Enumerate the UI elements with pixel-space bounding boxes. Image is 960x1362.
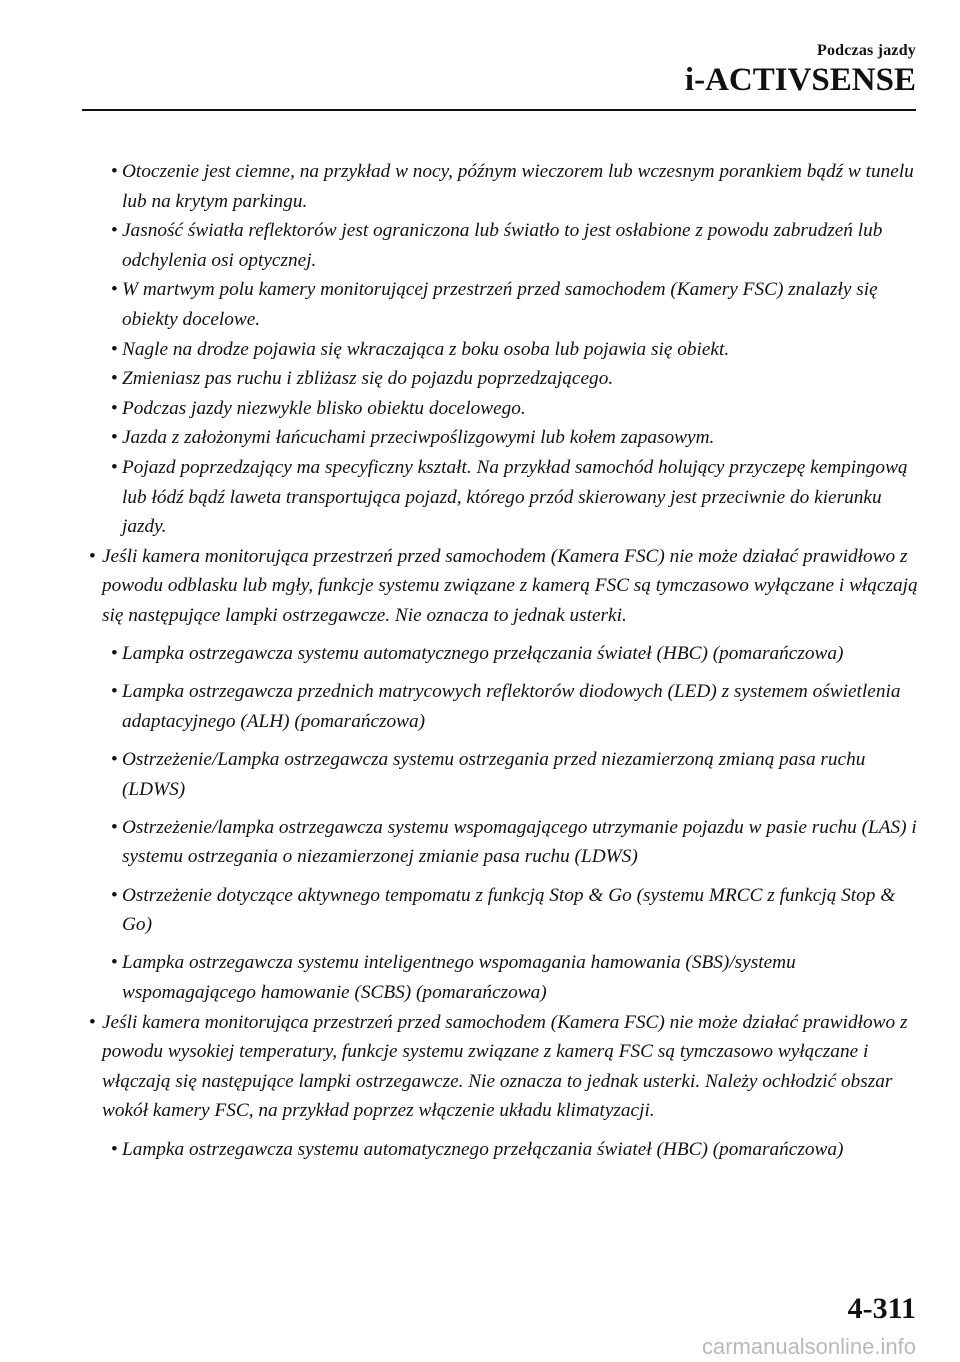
bullet-icon: • [111,643,118,665]
item-text: Podczas jazdy niezwykle blisko obiektu docelowego. [122,397,526,419]
sub-bullet-item [0,157,960,216]
bullet-icon: • [111,397,118,419]
sub-bullet-item [0,813,960,872]
section-name: Podczas jazdy [816,42,916,59]
bullet-icon: • [111,681,118,703]
item-text: Nagle na drodze pojawia się wkraczająca z boku osoba lub pojawia się obiekt. [122,338,730,360]
bullet-icon: • [89,545,96,567]
bullet-icon: • [111,952,118,974]
bullet-icon: • [111,884,118,906]
bullet-icon: • [89,1011,96,1033]
item-text: Zmieniasz pas ruchu i zbliżasz się do pojazdu poprzedzającego. [122,368,614,390]
item-text: Lampka ostrzegawcza systemu automatycznego przełączania świateł (HBC) (pomarańczowa) [122,1138,844,1160]
sub-bullet-item [0,1135,960,1165]
bullet-icon: • [111,368,118,390]
sub-bullet-item [0,677,960,736]
sub-bullet-item [0,216,960,275]
item-text: Otoczenie jest ciemne, na przykład w nocy, późnym wieczorem lub wczesnym porankiem bądź w tunelu lub na krytym parkingu. [122,161,914,212]
item-text: W martwym polu kamery monitorującej przestrzeń przed samochodem (Kamery FSC) znalazły się obiekty docelowe. [122,279,878,330]
sub-bullet-item [0,423,960,453]
sub-bullet-item [0,394,960,424]
item-text: Ostrzeżenie dotyczące aktywnego tempomatu z funkcją Stop & Go (systemu MRCC z funkcją Stop & Go) [122,884,896,936]
page-number: 4-311 [847,1292,916,1325]
bullet-icon: • [111,456,118,478]
item-text: Jeśli kamera monitorująca przestrzeń przed samochodem (Kamera FSC) nie może działać prawidłowo z powodu odblasku lub mgły, funkcje systemu związane z kamerą FSC są tymczasowo wyłączane i włączają się następujące lampki ostrzegawcze. Nie oznacza to jednak usterki. [102,545,918,626]
sub-bullet-item [0,639,960,669]
sub-bullet-item [0,881,960,940]
bullet-icon: • [111,220,118,242]
item-text: Lampka ostrzegawcza systemu automatycznego przełączania świateł (HBC) (pomarańczowa) [122,643,844,665]
bullet-icon: • [111,749,118,771]
item-text: Lampka ostrzegawcza przednich matrycowych reflektorów diodowych (LED) z systemem oświetlenia adaptacyjnego (ALH) (pomarańczowa) [122,681,901,732]
sub-bullet-item [0,453,960,542]
document-body [0,157,960,1164]
sub-bullet-item [0,948,960,1007]
bullet-item [0,542,960,631]
bullet-icon: • [111,816,118,838]
bullet-icon: • [111,279,118,301]
sub-bullet-item [0,335,960,365]
item-text: Pojazd poprzedzający ma specyficzny kształt. Na przykład samochód holujący przyczepę kempingową lub łódź bądź laweta transportująca pojazd, którego przód skierowany jest przeciwnie do kierunku jazdy. [122,456,908,538]
sub-bullet-item [0,364,960,394]
item-text: Jasność światła reflektorów jest ograniczona lub światło to jest osłabione z powodu zabrudzeń lub odchylenia osi optycznej. [122,220,883,271]
watermark: carmanualsonline.info [701,1334,916,1359]
page-header [685,42,916,98]
item-text: Jeśli kamera monitorująca przestrzeń przed samochodem (Kamera FSC) nie może działać prawidłowo z powodu wysokiej temperatury, funkcje systemu związane z kamerą FSC są tymczasowo wyłączane i włączają się następujące lampki ostrzegawcze. Nie oznacza to jednak usterki. Należy ochłodzić obszar wokół kamery FSC, na przykład poprzez włączenie układu klimatyzacji. [102,1011,908,1122]
item-text: Jazda z założonymi łańcuchami przeciwpoślizgowymi lub kołem zapasowym. [122,427,715,449]
sub-bullet-item [0,275,960,334]
item-text: Ostrzeżenie/Lampka ostrzegawcza systemu ostrzegania przed niezamierzoną zmianą pasa ruchu (LDWS) [122,749,866,800]
bullet-icon: • [111,427,118,449]
bullet-icon: • [111,1138,118,1160]
bullet-icon: • [111,161,118,182]
chapter-title: i-ACTIVSENSE [684,62,916,98]
bullet-item [0,1008,960,1126]
item-text: Lampka ostrzegawcza systemu inteligentnego wspomagania hamowania (SBS)/systemu wspomagającego hamowanie (SCBS) (pomarańczowa) [122,952,796,1003]
bullet-icon: • [111,338,118,360]
item-text: Ostrzeżenie/lampka ostrzegawcza systemu wspomagającego utrzymanie pojazdu w pasie ruchu (LAS) i systemu ostrzegania o niezamierzonej zmianie pasa ruchu (LDWS) [122,816,917,868]
sub-bullet-item [0,745,960,804]
header-rule [82,109,916,111]
